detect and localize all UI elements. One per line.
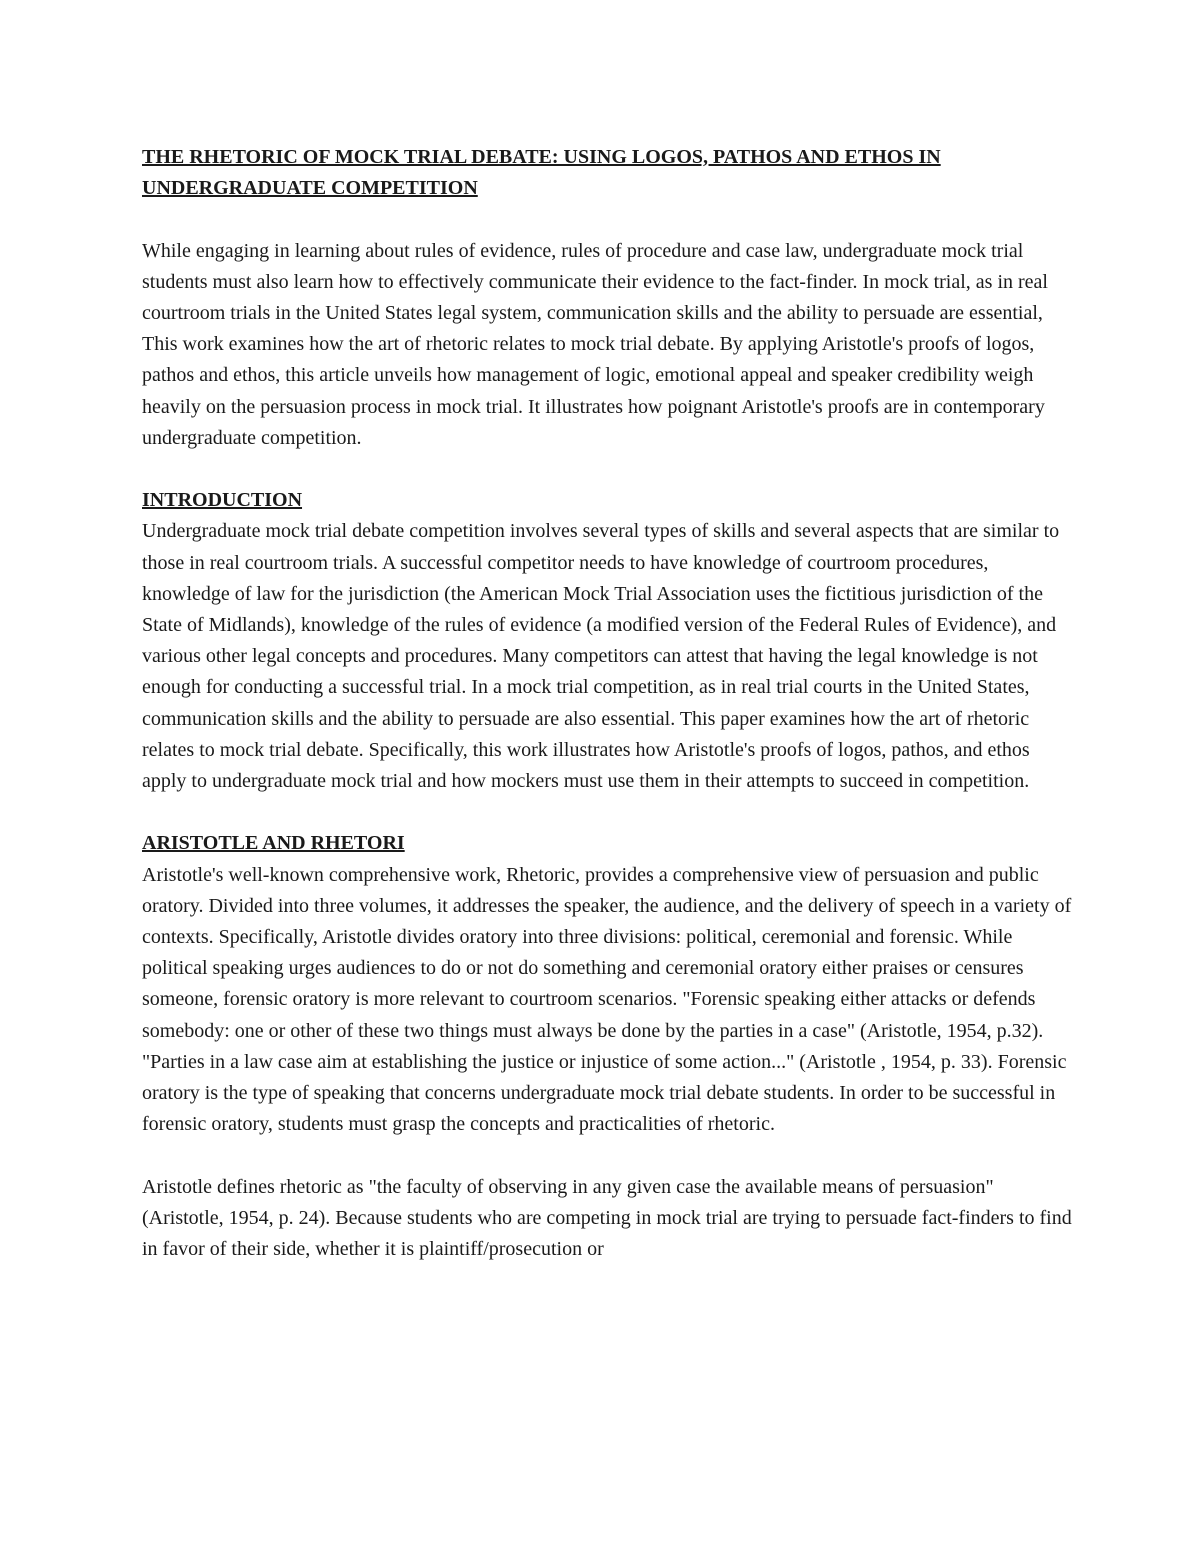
section-heading-introduction: INTRODUCTION [142, 489, 303, 512]
document-title: THE RHETORIC OF MOCK TRIAL DEBATE: USING LOGOS, PATHOS AND ETHOS IN UNDERGRADUATE COMPETITION [142, 146, 941, 200]
aristotle-paragraph-1: Aristotle's well-known comprehensive work, Rhetoric, provides a comprehensive view of persuasion and public oratory. Divided into three volumes, it addresses the speaker, the audience, and the delivery of speech in a variety of contexts. Specifically, Aristotle divides oratory into three divisions: political, ceremonial and forensic. While political speaking urges audiences to do or not do something and ceremonial oratory either praises or censures someone, forensic oratory is more relevant to courtroom scenarios. "Forensic speaking either attacks or defends somebody: one or other of these two things must always be done by the parties in a case" (Aristotle, 1954, p.32). "Parties in a law case aim at establishing the justice or injustice of some action..." (Aristotle , 1954, p. 33). Forensic oratory is the type of speaking that concerns undergraduate mock trial debate students. In order to be successful in forensic oratory, students must grasp the concepts and practicalities of rhetoric. [142, 863, 1072, 1136]
spacer [142, 797, 1072, 828]
spacer [142, 1140, 1072, 1171]
introduction-paragraph: Undergraduate mock trial debate competition involves several types of skills and several aspects that are similar to those in real courtroom trials. A successful competitor needs to have knowledge of courtroom procedures, knowledge of law for the jurisdiction (the American Mock Trial Association uses the fictitious jurisdiction of the State of Midlands), knowledge of the rules of evidence (a modified version of the Federal Rules of Evidence), and various other legal concepts and procedures. Many competitors can attest that having the legal knowledge is not enough for conducting a successful trial. In a mock trial competition, as in real trial courts in the United States, communication skills and the ability to persuade are also essential. This paper examines how the art of rhetoric relates to mock trial debate. Specifically, this work illustrates how Aristotle's proofs of logos, pathos, and ethos apply to undergraduate mock trial and how mockers must use them in their attempts to succeed in competition. [142, 520, 1060, 793]
spacer [142, 454, 1072, 485]
abstract-paragraph: While engaging in learning about rules of evidence, rules of procedure and case law, undergraduate mock trial students must also learn how to effectively communicate their evidence to the fact-finder. In mock trial, as in real courtroom trials in the United States legal system, communication skills and the ability to persuade are essential, This work examines how the art of rhetoric relates to mock trial debate. By applying Aristotle's proofs of logos, pathos and ethos, this article unveils how management of logic, emotional appeal and speaker credibility weigh heavily on the persuasion process in mock trial. It illustrates how poignant Aristotle's proofs are in contemporary undergraduate competition. [142, 239, 1048, 449]
document-page [142, 142, 1072, 1265]
spacer [142, 204, 1072, 235]
section-heading-aristotle: ARISTOTLE AND RHETORI [142, 832, 405, 855]
aristotle-paragraph-2: Aristotle defines rhetoric as "the faculty of observing in any given case the available means of persuasion" (Aristotle, 1954, p. 24). Because students who are competing in mock trial are trying to persuade fact-finders to find in favor of their side, whether it is plaintiff/prosecution or [142, 1175, 1072, 1261]
